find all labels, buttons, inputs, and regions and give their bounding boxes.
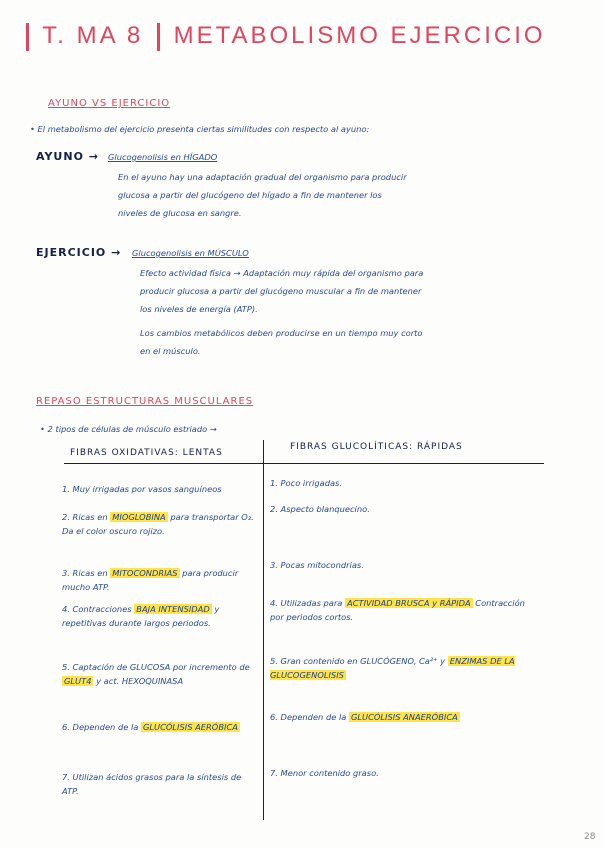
title-separator — [157, 23, 160, 51]
left-item-4: 4. Contracciones BAJA INTENSIDAD y repetitivas durante largos periodos. — [62, 604, 220, 628]
ayuno-line: niveles de glucosa en sangre. — [118, 208, 242, 218]
right-item-2: 2. Aspecto blanquecino. — [270, 504, 370, 514]
left-item-2: 2. Ricas en MIOGLOBINA para transportar O₂. Da el color oscuro rojizo. — [62, 512, 254, 536]
left-item-1: 1. Muy irrigadas por vasos sanguíneos — [62, 484, 222, 494]
ayuno-label: AYUNO → — [36, 150, 99, 163]
table-header-rule — [64, 463, 544, 464]
ejercicio-line: Efecto actividad física → Adaptación muy rápida del organismo para — [140, 268, 424, 278]
ejercicio-line: producir glucosa a partir del glucógeno muscular a fin de mantener — [140, 286, 422, 296]
title-part1: T. MA 8 — [42, 22, 144, 49]
ejercicio-line: Los cambios metabólicos deben producirse en un tiempo muy corto — [140, 328, 423, 338]
section2-intro: • 2 tipos de células de músculo estriado → — [40, 424, 217, 434]
table-column-divider — [263, 440, 264, 820]
section1-intro: • El metabolismo del ejercicio presenta ciertas similitudes con respecto al ayuno: — [30, 124, 370, 134]
right-item-6: 6. Dependen de la GLUCÓLISIS ANAERÓBICA — [270, 712, 458, 722]
left-item-5: 5. Captación de GLUCOSA por incremento de GLUT4 y act. HEXOQUINASA — [62, 662, 250, 686]
ejercicio-line: los niveles de energía (ATP). — [140, 304, 258, 314]
column-header-right: FIBRAS GLUCOLÍTICAS: RÁPIDAS — [290, 442, 463, 452]
left-item-6: 6. Dependen de la GLUCÓLISIS AERÓBICA — [62, 722, 238, 732]
column-header-left: FIBRAS OXIDATIVAS: LENTAS — [70, 448, 223, 458]
title-bar — [26, 23, 29, 51]
page-title — [22, 22, 546, 51]
ejercicio-main: Glucogenolisis en MÚSCULO — [132, 248, 249, 258]
section2-heading: REPASO ESTRUCTURAS MUSCULARES — [36, 396, 254, 407]
ejercicio-line: en el músculo. — [140, 346, 201, 356]
ayuno-line: En el ayuno hay una adaptación gradual del organismo para producir — [118, 172, 407, 182]
right-item-4: 4. Utilizadas para ACTIVIDAD BRUSCA y RÁPIDA Contracción por periodos cortos. — [270, 598, 525, 622]
ejercicio-label: EJERCICIO → — [36, 246, 122, 259]
left-item-3: 3. Ricas en MITOCONDRIAS para producir mucho ATP. — [62, 568, 239, 592]
title-part2: METABOLISMO EJERCICIO — [173, 22, 546, 49]
right-item-1: 1. Poco irrigadas. — [270, 478, 343, 488]
ayuno-line: glucosa a partir del glucógeno del hígado a fin de mantener los — [118, 190, 382, 200]
left-item-7: 7. Utilizan ácidos grasos para la síntesis de ATP. — [62, 772, 242, 796]
section1-heading: AYUNO VS EJERCICIO — [48, 98, 171, 109]
right-item-7: 7. Menor contenido graso. — [270, 768, 379, 778]
page-number: 28 — [584, 832, 596, 842]
right-item-5: 5. Gran contenido en GLUCÓGENO, Ca²⁺ y ENZIMAS DE LA GLUCOGENOLISIS — [270, 656, 515, 680]
right-item-3: 3. Pocas mitocondrias. — [270, 560, 364, 570]
ayuno-main: Glucogenolisis en HÍGADO — [108, 152, 218, 162]
